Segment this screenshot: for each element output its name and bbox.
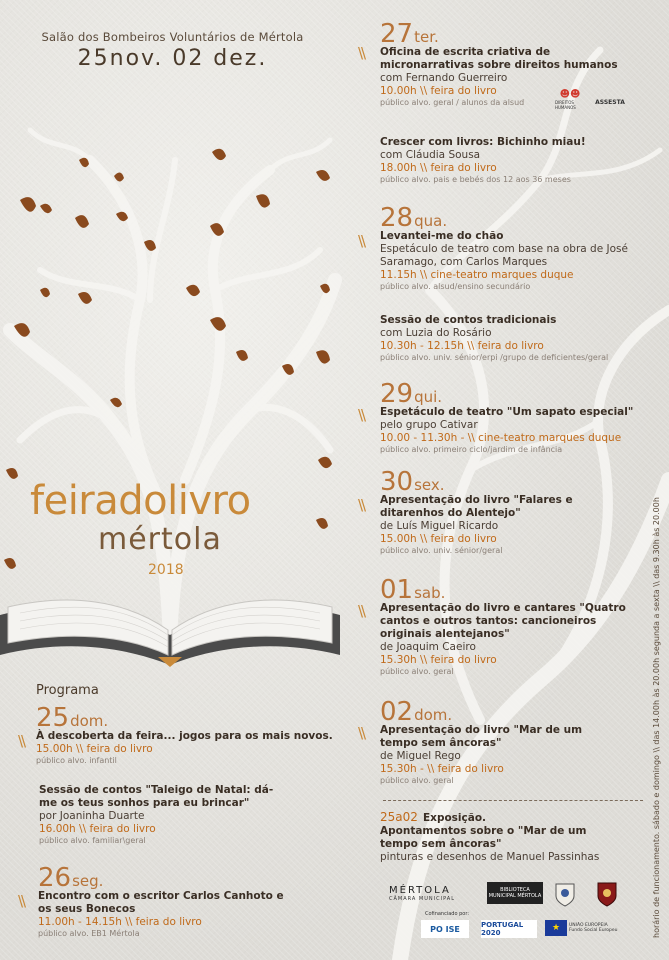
event-title: Oficina de escrita criativa de micronarrativas sobre direitos humanos: [380, 46, 618, 71]
marker-bars: \\: [358, 724, 365, 742]
event-title: Apresentação do livro "Falares e ditarenhos do Alentejo": [380, 494, 573, 519]
event-bichinho-miau: [380, 136, 650, 185]
date-range: 25nov. 02 dez.: [77, 46, 268, 71]
brand-feira: feira: [30, 478, 119, 524]
open-book-illustration: [0, 575, 340, 670]
event-title: Sessão de contos tradicionais: [380, 314, 557, 326]
event-time: 10.30h - 12.15h \\ feira do livro: [380, 340, 544, 352]
day-number: 29: [380, 379, 414, 409]
day-number: 30: [380, 467, 414, 497]
exhibition-with: pinturas e desenhos de Manuel Passinhas: [380, 851, 600, 863]
event-day-29: [380, 379, 650, 455]
event-with: de Luís Miguel Ricardo: [380, 520, 499, 532]
event-with: com Cláudia Sousa: [380, 149, 481, 161]
mertola-logo: [389, 880, 481, 906]
day-name: sab.: [414, 584, 446, 602]
event-time: 10.00h \\ feira do livro: [380, 85, 497, 97]
event-audience: público alvo. familiar\geral: [39, 836, 146, 845]
event-time: 11.15h \\ cine-teatro marques duque: [380, 269, 574, 281]
event-with: Espetáculo de teatro com base na obra de José Saramago, com Carlos Marques: [380, 243, 628, 268]
marker-bars: \\: [358, 44, 365, 62]
eu-label: [569, 920, 625, 936]
day-name: qui.: [414, 388, 443, 406]
event-with: pelo grupo Cativar: [380, 419, 478, 431]
event-with: de Joaquim Caeiro: [380, 641, 476, 653]
event-title: Encontro com o escritor Carlos Canhoto e os seus Bonecos: [38, 890, 284, 915]
event-title: Levantei-me do chão: [380, 230, 504, 242]
header: [0, 30, 345, 71]
mertola-logo-sub: CÂMARA MUNICIPAL: [389, 895, 455, 902]
cofinanciado-label: Cofinanciado por:: [425, 911, 470, 917]
day-number: 01: [380, 575, 414, 605]
eu-flag-icon: ★: [545, 920, 567, 936]
event-time: 16.00h \\ feira do livro: [39, 823, 156, 835]
event-audience: público alvo. primeiro ciclo/jardim de infância: [380, 445, 563, 454]
exhibition-label: Exposição.: [423, 812, 487, 824]
event-day-28: [380, 203, 650, 292]
event-title: À descoberta da feira... jogos para os mais novos.: [36, 730, 333, 742]
day-number: 28: [380, 203, 414, 233]
opening-hours: horário de funcionamento. sábado e domingo \\ das 14.00h às 20.00h segunda a sexta \\ das 9.30h às 20.00h: [652, 497, 661, 938]
eu-label-title: UNIÃO EUROPEIA: [569, 923, 608, 928]
day-number: 26: [38, 863, 72, 893]
marker-bars: \\: [358, 602, 365, 620]
event-day-25: [36, 703, 336, 766]
event-time: 15.30h - \\ feira do livro: [380, 763, 504, 775]
day-number: 02: [380, 697, 414, 727]
event-time: 10.00 - 11.30h - \\ cine-teatro marques duque: [380, 432, 622, 444]
event-audience: público alvo. EB1 Mértola: [38, 929, 140, 938]
sponsor-logos: [385, 880, 665, 950]
event-audience: público alvo. pais e bebés dos 12 aos 36 meses: [380, 175, 571, 184]
day-number: 27: [380, 19, 414, 49]
event-with: com Luzia do Rosário: [380, 327, 492, 339]
event-title: Crescer com livros: Bichinho miau!: [380, 136, 586, 148]
poise-logo: PO ISE: [421, 920, 469, 938]
event-day-26: [38, 863, 288, 939]
event-title: Apresentação do livro "Mar de um tempo sem âncoras": [380, 724, 583, 749]
event-audience: público alvo. alsud/ensino secundário: [380, 282, 531, 291]
day-name: dom.: [414, 706, 453, 724]
event-title: Espetáculo de teatro "Um sapato especial": [380, 406, 634, 418]
brand-livro: livro: [167, 478, 251, 524]
event-time: 15.00h \\ feira do livro: [36, 743, 153, 755]
venue: Salão dos Bombeiros Voluntários de Mértola: [41, 30, 304, 44]
event-title: Sessão de contos "Taleigo de Natal: dá-me os teus sonhos para eu brincar": [39, 784, 274, 809]
event-day-02: [380, 697, 650, 786]
event-with: de Miguel Rego: [380, 750, 461, 762]
event-time: 15.00h \\ feira do livro: [380, 533, 497, 545]
exhibition-title: Apontamentos sobre o "Mar de um tempo sem âncoras": [380, 825, 587, 850]
marker-bars: \\: [358, 406, 365, 424]
event-day-01: [380, 575, 650, 677]
event-with: com Fernando Guerreiro: [380, 72, 508, 84]
mertola-logo-title: MÉRTOLA: [389, 884, 451, 896]
day-name: ter.: [414, 28, 439, 46]
day-name: qua.: [414, 212, 448, 230]
event-audience: público alvo. geral / alunos da alsud: [380, 98, 525, 107]
event-day-30: [380, 467, 650, 556]
event-audience: público alvo. univ. sénior/erpi /grupo de deficientes/geral: [380, 353, 609, 362]
bombeiros-badge-icon: [595, 880, 619, 908]
event-audience: público alvo. infantil: [36, 756, 117, 765]
event-time: 11.00h - 14.15h \\ feira do livro: [38, 916, 202, 928]
event-time: 15.30h \\ feira do livro: [380, 654, 497, 666]
event-audience: público alvo. univ. sénior/geral: [380, 546, 503, 555]
brand-do: do: [118, 478, 168, 524]
coat-of-arms-icon: [553, 880, 577, 908]
programa-label: Programa: [36, 683, 99, 698]
day-number: 25: [36, 703, 70, 733]
marker-bars: \\: [358, 232, 365, 250]
event-audience: público alvo. geral: [380, 667, 454, 676]
exhibition-range: 25a02: [380, 810, 418, 824]
event-time: 18.00h \\ feira do livro: [380, 162, 497, 174]
event-audience: público alvo. geral: [380, 776, 454, 785]
day-name: seg.: [72, 872, 104, 890]
event-with: por Joaninha Duarte: [39, 810, 145, 822]
marker-bars: \\: [18, 732, 25, 750]
event-title: Apresentação do livro e cantares "Quatro cantos e outros tantos: cancioneiros originais alentejanos": [380, 602, 626, 640]
eu-label-fund: Fundo Social Europeu: [569, 928, 618, 933]
event-contos-natal: [39, 784, 289, 846]
portugal2020-logo: PORTUGAL 2020: [481, 920, 537, 938]
assesta-logo: ASSESTA: [595, 98, 625, 106]
brand-logo: [30, 478, 330, 578]
direitos-humanos-logo: [555, 86, 585, 112]
direitos-humanos-label: DIREITOS HUMANOS: [555, 99, 576, 110]
brand-year: 2018: [148, 562, 184, 578]
biblioteca-logo: BIBLIOTECA MUNICIPAL MÉRTOLA: [487, 882, 543, 904]
day-name: dom.: [70, 712, 109, 730]
brand-place: mértola: [98, 522, 222, 557]
divider: [383, 800, 643, 801]
people-icon: ☻☻: [559, 88, 581, 100]
marker-bars: \\: [358, 496, 365, 514]
event-contos-tradicionais: [380, 314, 650, 363]
marker-bars: \\: [18, 892, 25, 910]
day-name: sex.: [414, 476, 445, 494]
exhibition: [380, 806, 650, 864]
